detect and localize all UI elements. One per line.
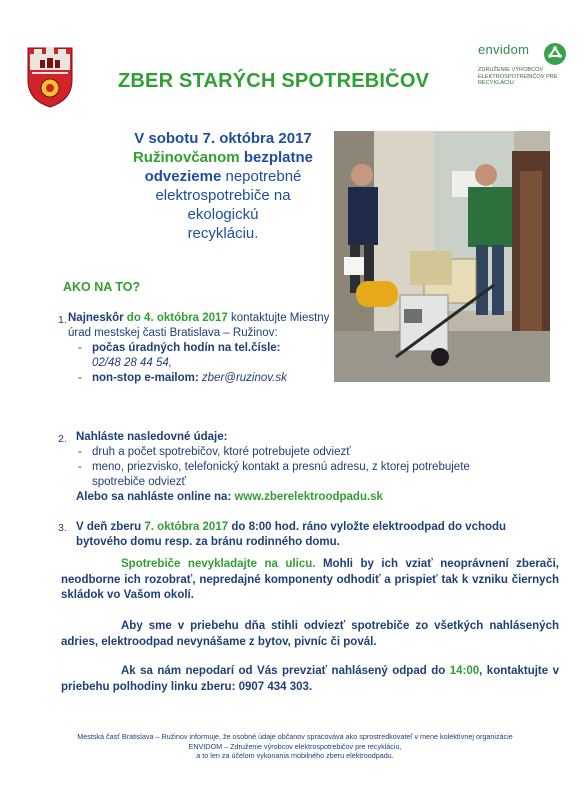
recycle-icon bbox=[543, 42, 567, 66]
collection-workers-photo bbox=[334, 131, 550, 382]
warning-paragraph: Spotrebiče nevykladajte na ulicu. Mohli by ich vziať neoprávnení zberači, neodborne ich rozobrať, nepredajné komponenty odhodiť a prispieť tak k vzniku čiernych skládok vo Vašom okolí. bbox=[61, 558, 559, 601]
step-1 bbox=[68, 311, 338, 386]
step-1-text: Najneskôr do 4. októbra 2017 kontaktujte Miestny úrad mestskej časti Bratislava – Ružinov: bbox=[68, 312, 330, 339]
step-2-lead: Nahláste nasledovné údaje: bbox=[76, 431, 228, 443]
intro-line-4: elektrospotrebiče na ekologickú bbox=[155, 187, 291, 223]
envidom-logo bbox=[478, 42, 574, 87]
collection-note-paragraph: Aby sme v priebehu dňa stihli odviezť spotrebiče zo všetkých nahlásených adries, elektroodpad nevynášame z bytov, pivníc či povál. bbox=[61, 620, 559, 648]
list-item: - druh a počet spotrebičov, ktoré potrebujete odviezť bbox=[76, 445, 516, 460]
step-2 bbox=[76, 430, 516, 505]
list-item: - non-stop e-mailom: zber@ruzinov.sk bbox=[76, 371, 338, 386]
email-link[interactable]: zber@ruzinov.sk bbox=[198, 372, 287, 384]
step-3: V deň zberu 7. októbra 2017 do 8:00 hod. ráno vyložte elektroodpad do vchodu bytového domu resp. za bránu rodinného domu. bbox=[76, 521, 507, 548]
intro-text bbox=[118, 129, 328, 243]
ruzinov-coat-of-arms-logo bbox=[26, 46, 74, 108]
contact-paragraph: Ak sa nám nepodarí od Vás prevziať nahlásený odpad do 14:00, kontaktujte v priebehu polhodiny linku zberu: 0907 434 303. bbox=[61, 665, 559, 693]
page-title: ZBER STARÝCH SPOTREBIČOV bbox=[118, 70, 430, 92]
step-3-number: 3. bbox=[58, 522, 67, 534]
intro-line-1: V sobotu 7. októbra 2017 bbox=[134, 130, 312, 147]
step-2-number: 2. bbox=[58, 433, 67, 445]
step-2-online: Alebo sa nahláste online na: www.zberelektroodpadu.sk bbox=[76, 491, 383, 503]
intro-line-3: odvezieme nepotrebné bbox=[144, 168, 302, 185]
list-item: - počas úradných hodín na tel.čísle: 02/48 28 44 54, bbox=[76, 341, 338, 371]
privacy-footer: Mestská časť Bratislava – Ružinov informuje, že osobné údaje občanov spracováva ako sprostredkovateľ v mene kolektívnej organizácie ENVIDOM – Združenie výrobcov elektrospotrebičov pre recykláciu, a to len za účelom vykonania mobilného zberu elektroodpadu. bbox=[77, 732, 513, 760]
step-1-number: 1. bbox=[58, 314, 67, 326]
intro-line-5: recykláciu. bbox=[187, 225, 259, 242]
step-2-list bbox=[76, 445, 516, 490]
intro-line-2: Ružinovčanom bezplatne bbox=[132, 149, 314, 166]
step-1-contacts bbox=[76, 341, 338, 386]
envidom-logo-name: envidom bbox=[478, 42, 530, 57]
list-item: - meno, priezvisko, telefonický kontakt a presnú adresu, z ktorej potrebujete spotrebiče odviezť bbox=[76, 460, 516, 490]
how-to-heading: AKO NA TO? bbox=[63, 280, 141, 294]
website-link[interactable]: www.zberelektroodpadu.sk bbox=[234, 491, 383, 503]
envidom-logo-subtitle: ZDRUŽENIE VÝROBCOV ELEKTROSPOTREBIČOV PRE RECYKLÁCIU bbox=[478, 67, 558, 87]
